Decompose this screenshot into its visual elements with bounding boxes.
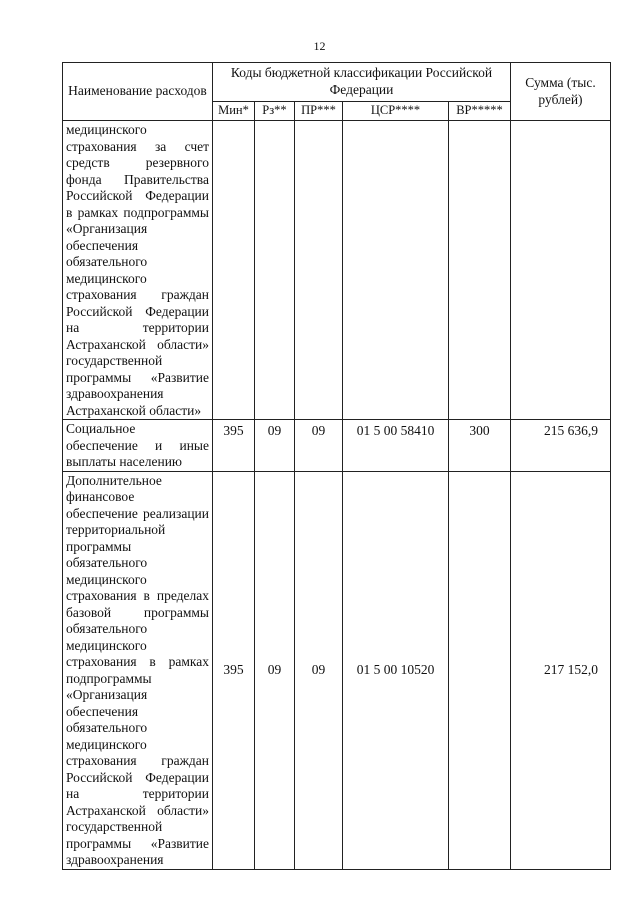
row-csr: 01 5 00 10520 [343, 471, 449, 869]
header-row [63, 63, 611, 102]
row-rz [255, 121, 295, 420]
row-min: 395 [213, 420, 255, 472]
row-pr [295, 121, 343, 420]
column-header-pr: ПР*** [295, 102, 343, 121]
budget-table [62, 62, 611, 870]
column-header-csr: ЦСР**** [343, 102, 449, 121]
column-header-sum: Сумма (тыс. рублей) [511, 63, 611, 121]
row-vr [449, 471, 511, 869]
row-vr [449, 121, 511, 420]
row-csr: 01 5 00 58410 [343, 420, 449, 472]
column-header-rz: Рз** [255, 102, 295, 121]
column-header-codes: Коды бюджетной классификации Российской Федерации [213, 63, 511, 102]
row-sum [511, 121, 611, 420]
row-name: Дополнительное финансовое обеспечение реализации территориальной программы обязательного медицинского страхования в пределах базовой программы обязательного медицинского страхования в рамках подпрограммы «Организация обеспечения обязательного медицинского страхования граждан Российской Федерации на территории Астраханской области» государственной программы «Развитие здравоохранения [63, 471, 213, 869]
table-row [63, 121, 611, 420]
row-name: Социальное обеспечение и иные выплаты населению [63, 420, 213, 472]
row-pr: 09 [295, 471, 343, 869]
row-rz: 09 [255, 420, 295, 472]
row-csr [343, 121, 449, 420]
table-row [63, 420, 611, 472]
page-number: 12 [313, 39, 326, 53]
row-name: медицинского страхования за счет средств резервного фонда Правительства Российской Федерации в рамках подпрограммы «Организация обеспечения обязательного медицинского страхования граждан Российской Федерации на территории Астраханской области» государственной программы «Развитие здравоохранения Астраханской области» [63, 121, 213, 420]
row-rz: 09 [255, 471, 295, 869]
row-sum: 215 636,9 [511, 420, 611, 472]
row-pr: 09 [295, 420, 343, 472]
table-row [63, 471, 611, 869]
column-header-min: Мин* [213, 102, 255, 121]
column-header-name: Наименование расходов [63, 63, 213, 121]
column-header-vr: ВР***** [449, 102, 511, 121]
row-min [213, 121, 255, 420]
row-sum: 217 152,0 [511, 471, 611, 869]
row-min: 395 [213, 471, 255, 869]
row-vr: 300 [449, 420, 511, 472]
